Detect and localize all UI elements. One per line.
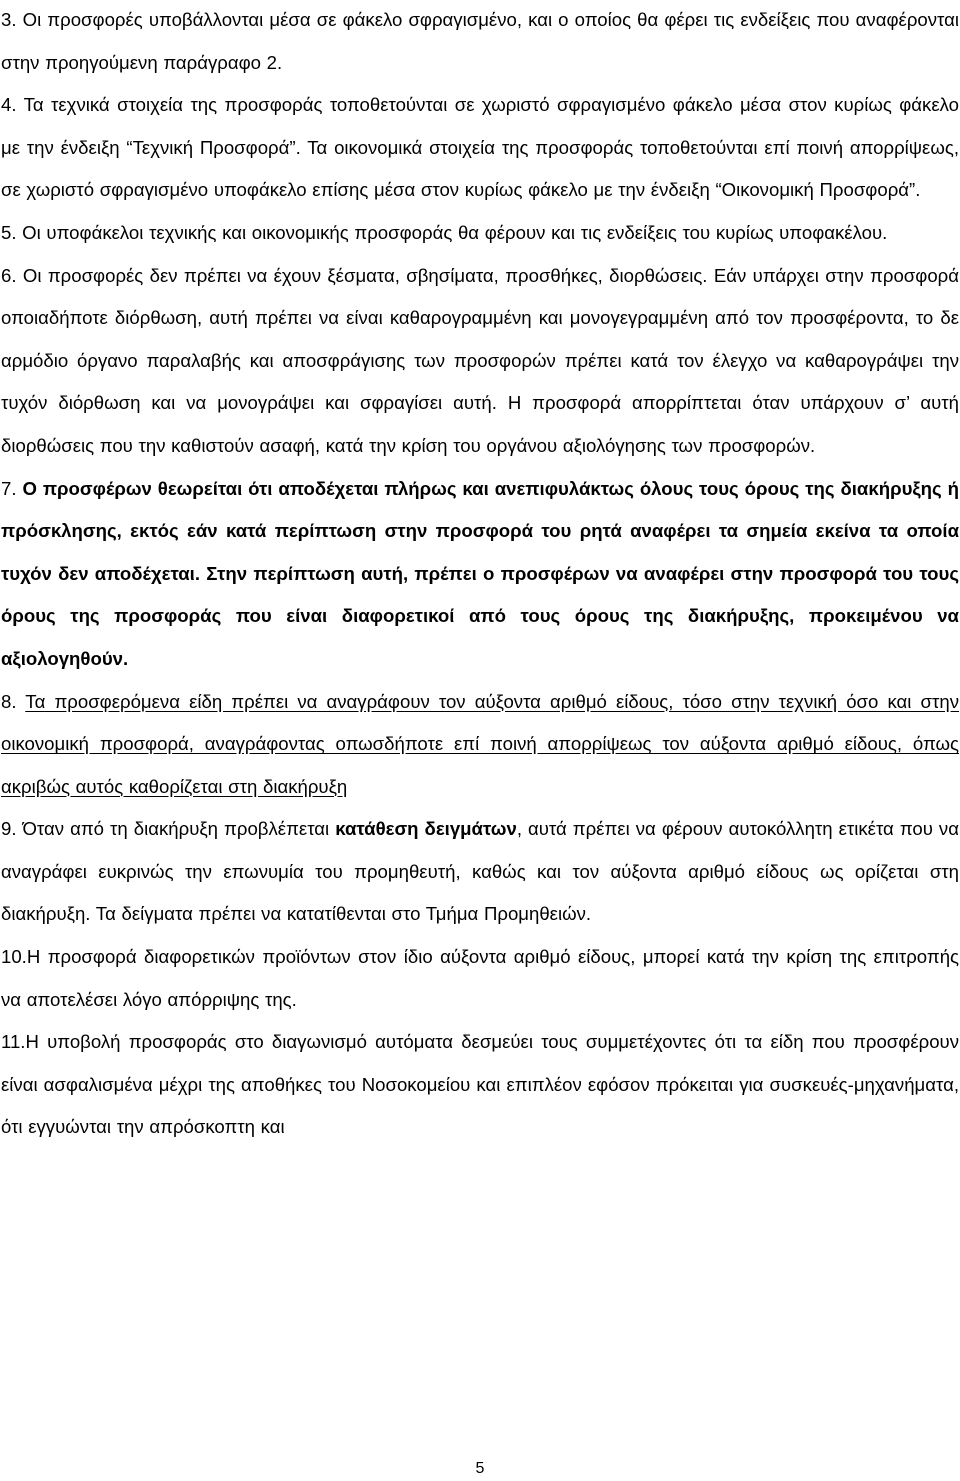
paragraph-3: 3. Οι προσφορές υποβάλλονται μέσα σε φάκελο σφραγισμένο, και ο οποίος θα φέρει τις ενδείξεις που αναφέρονται στην προηγούμενη παράγραφο 2. xyxy=(1,9,959,73)
paragraph-9 xyxy=(1,808,959,936)
paragraph-4: 4. Τα τεχνικά στοιχεία της προσφοράς τοποθετούνται σε χωριστό σφραγισμένο φάκελο μέσα στον κυρίως φάκελο με την ένδειξη “Τεχνική Προσφορά”. Τα οικονομικά στοιχεία της προσφοράς τοποθετούνται επί ποινή απορρίψεως, σε χωριστό σφραγισμένο υποφάκελο επίσης μέσα στον κυρίως φάκελο με την ένδειξη “Οικονομική Προσφορά”. xyxy=(1,94,959,201)
paragraph-8 xyxy=(1,681,959,809)
paragraph-7-bold-text: Ο προσφέρων θεωρείται ότι αποδέχεται πλήρως και ανεπιφυλάκτως όλους τους όρους της διακήρυξης ή πρόσκλησης, εκτός εάν κατά περίπτωση στην προσφορά του ρητά αναφέρει τα σημεία εκείνα τα οποία τυχόν δεν αποδέχεται. Στην περίπτωση αυτή, πρέπει ο προσφέρων να αναφέρει στην προσφορά του τους όρους της προσφοράς που είναι διαφορετικοί από τους όρους της διακήρυξης, προκειμένου να αξιολογηθούν. xyxy=(1,477,959,669)
paragraph-7 xyxy=(1,468,959,681)
paragraph-6: 6. Οι προσφορές δεν πρέπει να έχουν ξέσματα, σβησίματα, προσθήκες, διορθώσεις. Εάν υπάρχει στην προσφορά οποιαδήποτε διόρθωση, αυτή πρέπει να είναι καθαρογραμμένη και μονογεγραμμένη από τον προσφέροντα, το δε αρμόδιο όργανο παραλαβής και αποσφράγισης των προσφορών πρέπει κατά τον έλεγχο να καθαρογράψει την τυχόν διόρθωση και να μονογράψει και σφραγίσει αυτή. Η προσφορά απορρίπτεται όταν υπάρχουν σ’ αυτή διορθώσεις που την καθιστούν ασαφή, κατά την κρίση του οργάνου αξιολόγησης των προσφορών. xyxy=(1,264,959,456)
paragraph-9-text-before: 9. Όταν από τη διακήρυξη προβλέπεται xyxy=(1,818,336,840)
paragraph-11: 11.Η υποβολή προσφοράς στο διαγωνισμό αυτόματα δεσμεύει τους συμμετέχοντες ότι τα είδη που προσφέρουν είναι ασφαλισμένα μέχρι της αποθήκες του Νοσοκομείου και επιπλέον εφόσον πρόκειται για συσκευές-μηχανήματα, ότι εγγυώνται την απρόσκοπτη και xyxy=(1,1031,959,1138)
paragraph-8-number: 8. xyxy=(1,690,26,712)
paragraph-7-number: 7. xyxy=(1,477,23,499)
paragraph-9-bold-term: κατάθεση δειγμάτων xyxy=(335,818,517,840)
page-number: 5 xyxy=(475,1460,485,1477)
paragraph-8-underlined-text: Τα προσφερόμενα είδη πρέπει να αναγράφουν τον αύξοντα αριθμό είδους, τόσο στην τεχνική όσο και στην οικονομική προσφορά, αναγράφοντας οπωσδήποτε επί ποινή απορρίψεως τον αύξοντα αριθμό είδους, όπως ακριβώς αυτός καθορίζεται στη διακήρυξη xyxy=(1,690,959,797)
document-body xyxy=(1,0,959,1149)
paragraph-10: 10.Η προσφορά διαφορετικών προϊόντων στον ίδιο αύξοντα αριθμό είδους, μπορεί κατά την κρίση της επιτροπής να αποτελέσει λόγο απόρριψης της. xyxy=(1,946,959,1010)
paragraph-5: 5. Οι υποφάκελοι τεχνικής και οικονομικής προσφοράς θα φέρουν και τις ενδείξεις του κυρίως υποφακέλου. xyxy=(1,221,888,243)
paragraph-9-text-after: , αυτά πρέπει να φέρουν αυτοκόλλητη ετικέτα που να αναγράφει ευκρινώς την επωνυμία του προμηθευτή, καθώς και τον αύξοντα αριθμό είδους ως ορίζεται στη διακήρυξη. Τα δείγματα πρέπει να κατατίθενται στο Τμήμα Προμηθειών. xyxy=(1,818,959,925)
